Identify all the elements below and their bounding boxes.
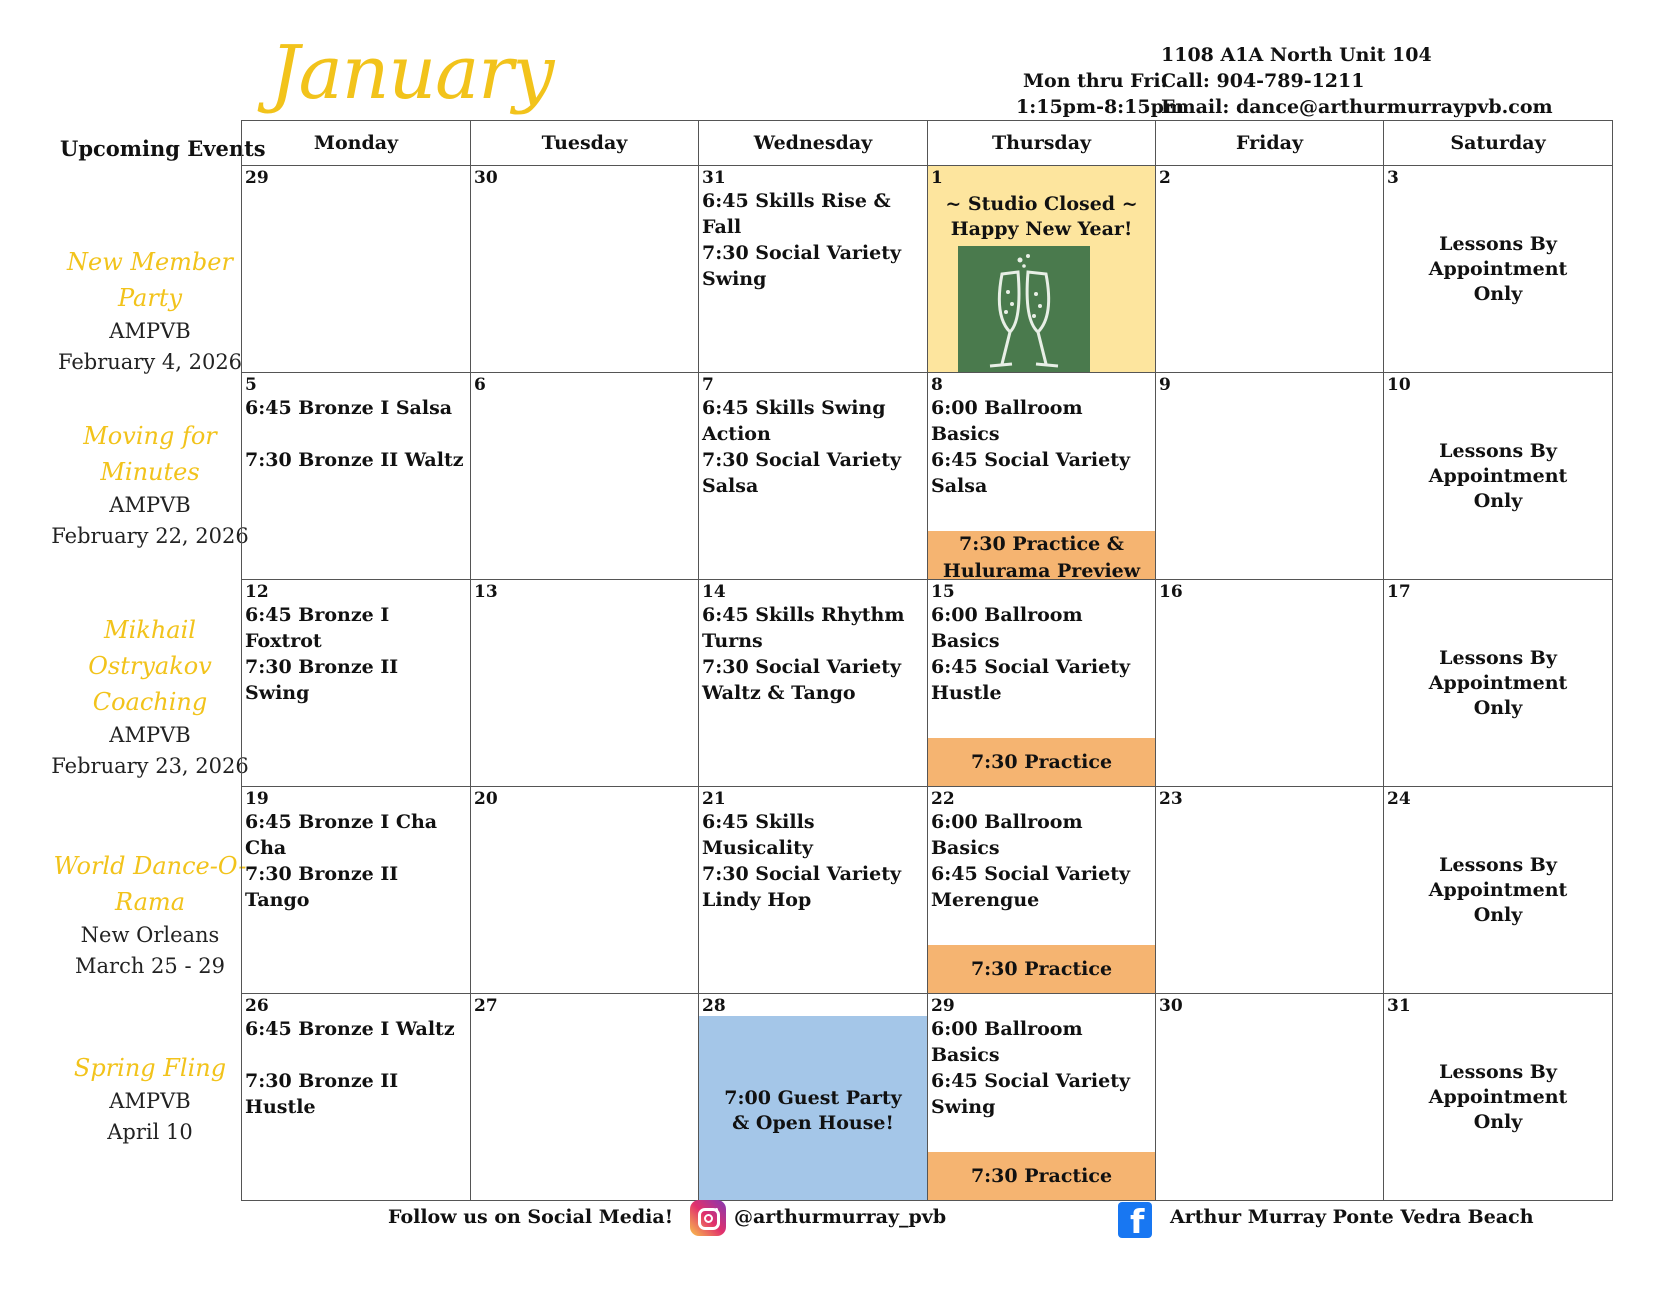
day-number: 29	[931, 996, 955, 1016]
class-event[interactable]: 7:30 Social Variety Waltz & Tango	[702, 656, 902, 704]
day-cell[interactable]	[699, 787, 928, 994]
day-number: 30	[474, 168, 498, 188]
upcoming-event-location: New Orleans	[80, 923, 220, 947]
day-number: 28	[702, 996, 726, 1016]
class-event[interactable]: 6:45 Social Variety Salsa	[931, 449, 1131, 497]
upcoming-event	[40, 1050, 260, 1148]
day-cell[interactable]	[928, 994, 1156, 1201]
hours-label: 1:15pm-8:15pm	[1016, 96, 1185, 118]
calendar-grid	[241, 120, 1613, 1201]
day-cell[interactable]	[1156, 166, 1384, 373]
class-event[interactable]: 6:45 Skills Rhythm Turns	[702, 604, 905, 652]
upcoming-event-date: February 22, 2026	[51, 524, 249, 548]
day-cell[interactable]	[928, 787, 1156, 994]
day-number: 16	[1159, 582, 1183, 602]
facebook-icon[interactable]: f	[1118, 1202, 1152, 1238]
week-row	[242, 373, 1613, 580]
class-event[interactable]: 6:45 Social Variety Merengue	[931, 863, 1131, 911]
guest-party-block[interactable]	[699, 1016, 927, 1200]
appointment-note: Lessons By Appointment Only	[1428, 233, 1568, 305]
holiday-notice: ~ Studio Closed ~ Happy New Year!	[945, 193, 1138, 240]
day-cell[interactable]	[699, 166, 928, 373]
class-event[interactable]: 6:45 Social Variety Swing	[931, 1070, 1131, 1118]
upcoming-event-location: AMPVB	[109, 723, 191, 747]
weekday-header: Saturday	[1384, 121, 1613, 166]
instagram-handle[interactable]: @arthurmurray_pvb	[734, 1206, 947, 1228]
upcoming-event	[40, 244, 260, 378]
week-row	[242, 580, 1613, 787]
class-event[interactable]: 6:45 Social Variety Hustle	[931, 656, 1131, 704]
day-cell[interactable]	[1156, 994, 1384, 1201]
day-number: 9	[1159, 375, 1171, 395]
class-event[interactable]: 6:00 Ballroom Basics	[931, 397, 1083, 445]
day-number: 17	[1387, 582, 1411, 602]
week-row	[242, 166, 1613, 373]
day-cell[interactable]	[1156, 580, 1384, 787]
day-number: 15	[931, 582, 955, 602]
weekday-header: Thursday	[928, 121, 1156, 166]
class-event[interactable]: 6:45 Bronze I Waltz	[245, 1018, 455, 1040]
day-number: 22	[931, 789, 955, 809]
day-number: 19	[245, 789, 269, 809]
day-cell[interactable]	[699, 994, 928, 1201]
guest-party-label: 7:00 Guest Party & Open House!	[724, 1087, 902, 1134]
day-number: 10	[1387, 375, 1411, 395]
class-event[interactable]: 7:30 Social Variety Swing	[702, 242, 902, 290]
day-cell[interactable]	[242, 166, 471, 373]
days-label: Mon thru Fri:	[1023, 70, 1168, 92]
day-number: 20	[474, 789, 498, 809]
upcoming-event-date: April 10	[107, 1120, 193, 1144]
practice-party-banner[interactable]: 7:30 Practice	[928, 738, 1155, 786]
day-number: 31	[702, 168, 726, 188]
day-cell[interactable]	[471, 580, 699, 787]
month-title: January	[270, 30, 554, 116]
day-number: 1	[931, 168, 943, 188]
day-cell[interactable]	[471, 373, 699, 580]
upcoming-event-name: World Dance-O-Rama	[53, 852, 247, 916]
class-event[interactable]: 6:45 Skills Musicality	[702, 811, 815, 859]
class-event[interactable]: 7:30 Bronze II Waltz	[245, 449, 464, 471]
class-event[interactable]: 6:45 Bronze I Cha Cha	[245, 811, 438, 859]
class-event[interactable]: 6:45 Skills Swing Action	[702, 397, 886, 445]
class-event[interactable]: 6:00 Ballroom Basics	[931, 604, 1083, 652]
day-cell[interactable]	[1384, 373, 1613, 580]
facebook-page-name[interactable]: Arthur Murray Ponte Vedra Beach	[1170, 1206, 1534, 1228]
day-cell[interactable]	[242, 787, 471, 994]
class-event[interactable]: 7:30 Bronze II Swing	[245, 656, 399, 704]
day-number: 6	[474, 375, 486, 395]
day-cell[interactable]	[928, 166, 1156, 373]
address: 1108 A1A North Unit 104	[1161, 44, 1432, 66]
day-cell[interactable]	[471, 994, 699, 1201]
day-number: 27	[474, 996, 498, 1016]
champagne-glasses-icon	[958, 246, 1090, 373]
day-cell[interactable]	[471, 787, 699, 994]
appointment-note: Lessons By Appointment Only	[1428, 1061, 1568, 1133]
weekday-header-row	[242, 121, 1613, 166]
day-number: 23	[1159, 789, 1183, 809]
day-number: 3	[1387, 168, 1399, 188]
day-number: 29	[245, 168, 269, 188]
week-row	[242, 994, 1613, 1201]
follow-text: Follow us on Social Media!	[388, 1206, 674, 1228]
class-event[interactable]: 7:30 Social Variety Salsa	[702, 449, 902, 497]
day-cell[interactable]	[1384, 994, 1613, 1201]
class-event[interactable]: 6:00 Ballroom Basics	[931, 1018, 1083, 1066]
practice-party-banner[interactable]: 7:30 Practice	[928, 1152, 1155, 1200]
upcoming-event-location: AMPVB	[109, 319, 191, 343]
day-cell[interactable]	[1156, 373, 1384, 580]
day-number: 12	[245, 582, 269, 602]
upcoming-event	[40, 612, 260, 782]
day-number: 2	[1159, 168, 1171, 188]
upcoming-event-name: Spring Fling	[73, 1054, 227, 1082]
practice-party-banner[interactable]: 7:30 Practice & Hulurama Preview	[928, 531, 1155, 579]
class-event[interactable]: 7:30 Bronze II Hustle	[245, 1070, 399, 1118]
email: Email: dance@arthurmurraypvb.com	[1161, 96, 1553, 118]
week-row	[242, 787, 1613, 994]
phone: Call: 904-789-1211	[1161, 70, 1365, 92]
day-number: 5	[245, 375, 257, 395]
day-number: 8	[931, 375, 943, 395]
day-number: 31	[1387, 996, 1411, 1016]
class-event[interactable]: 6:45 Bronze I Foxtrot	[245, 604, 390, 652]
day-number: 14	[702, 582, 726, 602]
day-cell[interactable]	[699, 580, 928, 787]
appointment-note: Lessons By Appointment Only	[1428, 647, 1568, 719]
day-number: 13	[474, 582, 498, 602]
weekday-header: Wednesday	[699, 121, 928, 166]
champagne-image	[958, 246, 1090, 373]
upcoming-event-name: Mikhail Ostryakov Coaching	[88, 616, 212, 716]
instagram-icon[interactable]	[690, 1200, 726, 1236]
day-cell[interactable]	[928, 580, 1156, 787]
day-cell[interactable]	[1384, 166, 1613, 373]
day-cell[interactable]	[1384, 580, 1613, 787]
appointment-note: Lessons By Appointment Only	[1428, 854, 1568, 926]
day-cell[interactable]	[471, 166, 699, 373]
upcoming-event	[40, 848, 260, 982]
upcoming-event-date: February 4, 2026	[57, 350, 243, 374]
upcoming-events-title: Upcoming Events	[60, 136, 266, 161]
day-cell[interactable]	[1156, 787, 1384, 994]
day-cell[interactable]	[1384, 787, 1613, 994]
class-event[interactable]: 6:45 Bronze I Salsa	[245, 397, 453, 419]
day-number: 7	[702, 375, 714, 395]
day-cell[interactable]	[242, 994, 471, 1201]
upcoming-event-date: February 23, 2026	[51, 754, 249, 778]
day-cell[interactable]	[242, 580, 471, 787]
appointment-note: Lessons By Appointment Only	[1428, 440, 1568, 512]
upcoming-event-location: AMPVB	[109, 493, 191, 517]
weekday-header: Friday	[1156, 121, 1384, 166]
weekday-header: Monday	[242, 121, 471, 166]
weekday-header: Tuesday	[471, 121, 699, 166]
class-event[interactable]: 7:30 Bronze II Tango	[245, 863, 399, 911]
day-number: 26	[245, 996, 269, 1016]
upcoming-event-name: Moving for Minutes	[83, 422, 217, 486]
practice-party-banner[interactable]: 7:30 Practice	[928, 945, 1155, 993]
day-number: 21	[702, 789, 726, 809]
day-cell[interactable]	[699, 373, 928, 580]
day-cell[interactable]	[242, 373, 471, 580]
class-event[interactable]: 6:45 Skills Rise & Fall	[702, 190, 891, 238]
class-event[interactable]: 7:30 Social Variety Lindy Hop	[702, 863, 902, 911]
class-event[interactable]: 6:00 Ballroom Basics	[931, 811, 1083, 859]
upcoming-event-date: March 25 - 29	[75, 954, 225, 978]
day-cell[interactable]	[928, 373, 1156, 580]
day-number: 30	[1159, 996, 1183, 1016]
upcoming-event-name: New Member Party	[67, 248, 233, 312]
upcoming-event	[40, 418, 260, 552]
day-number: 24	[1387, 789, 1411, 809]
upcoming-event-location: AMPVB	[109, 1089, 191, 1113]
